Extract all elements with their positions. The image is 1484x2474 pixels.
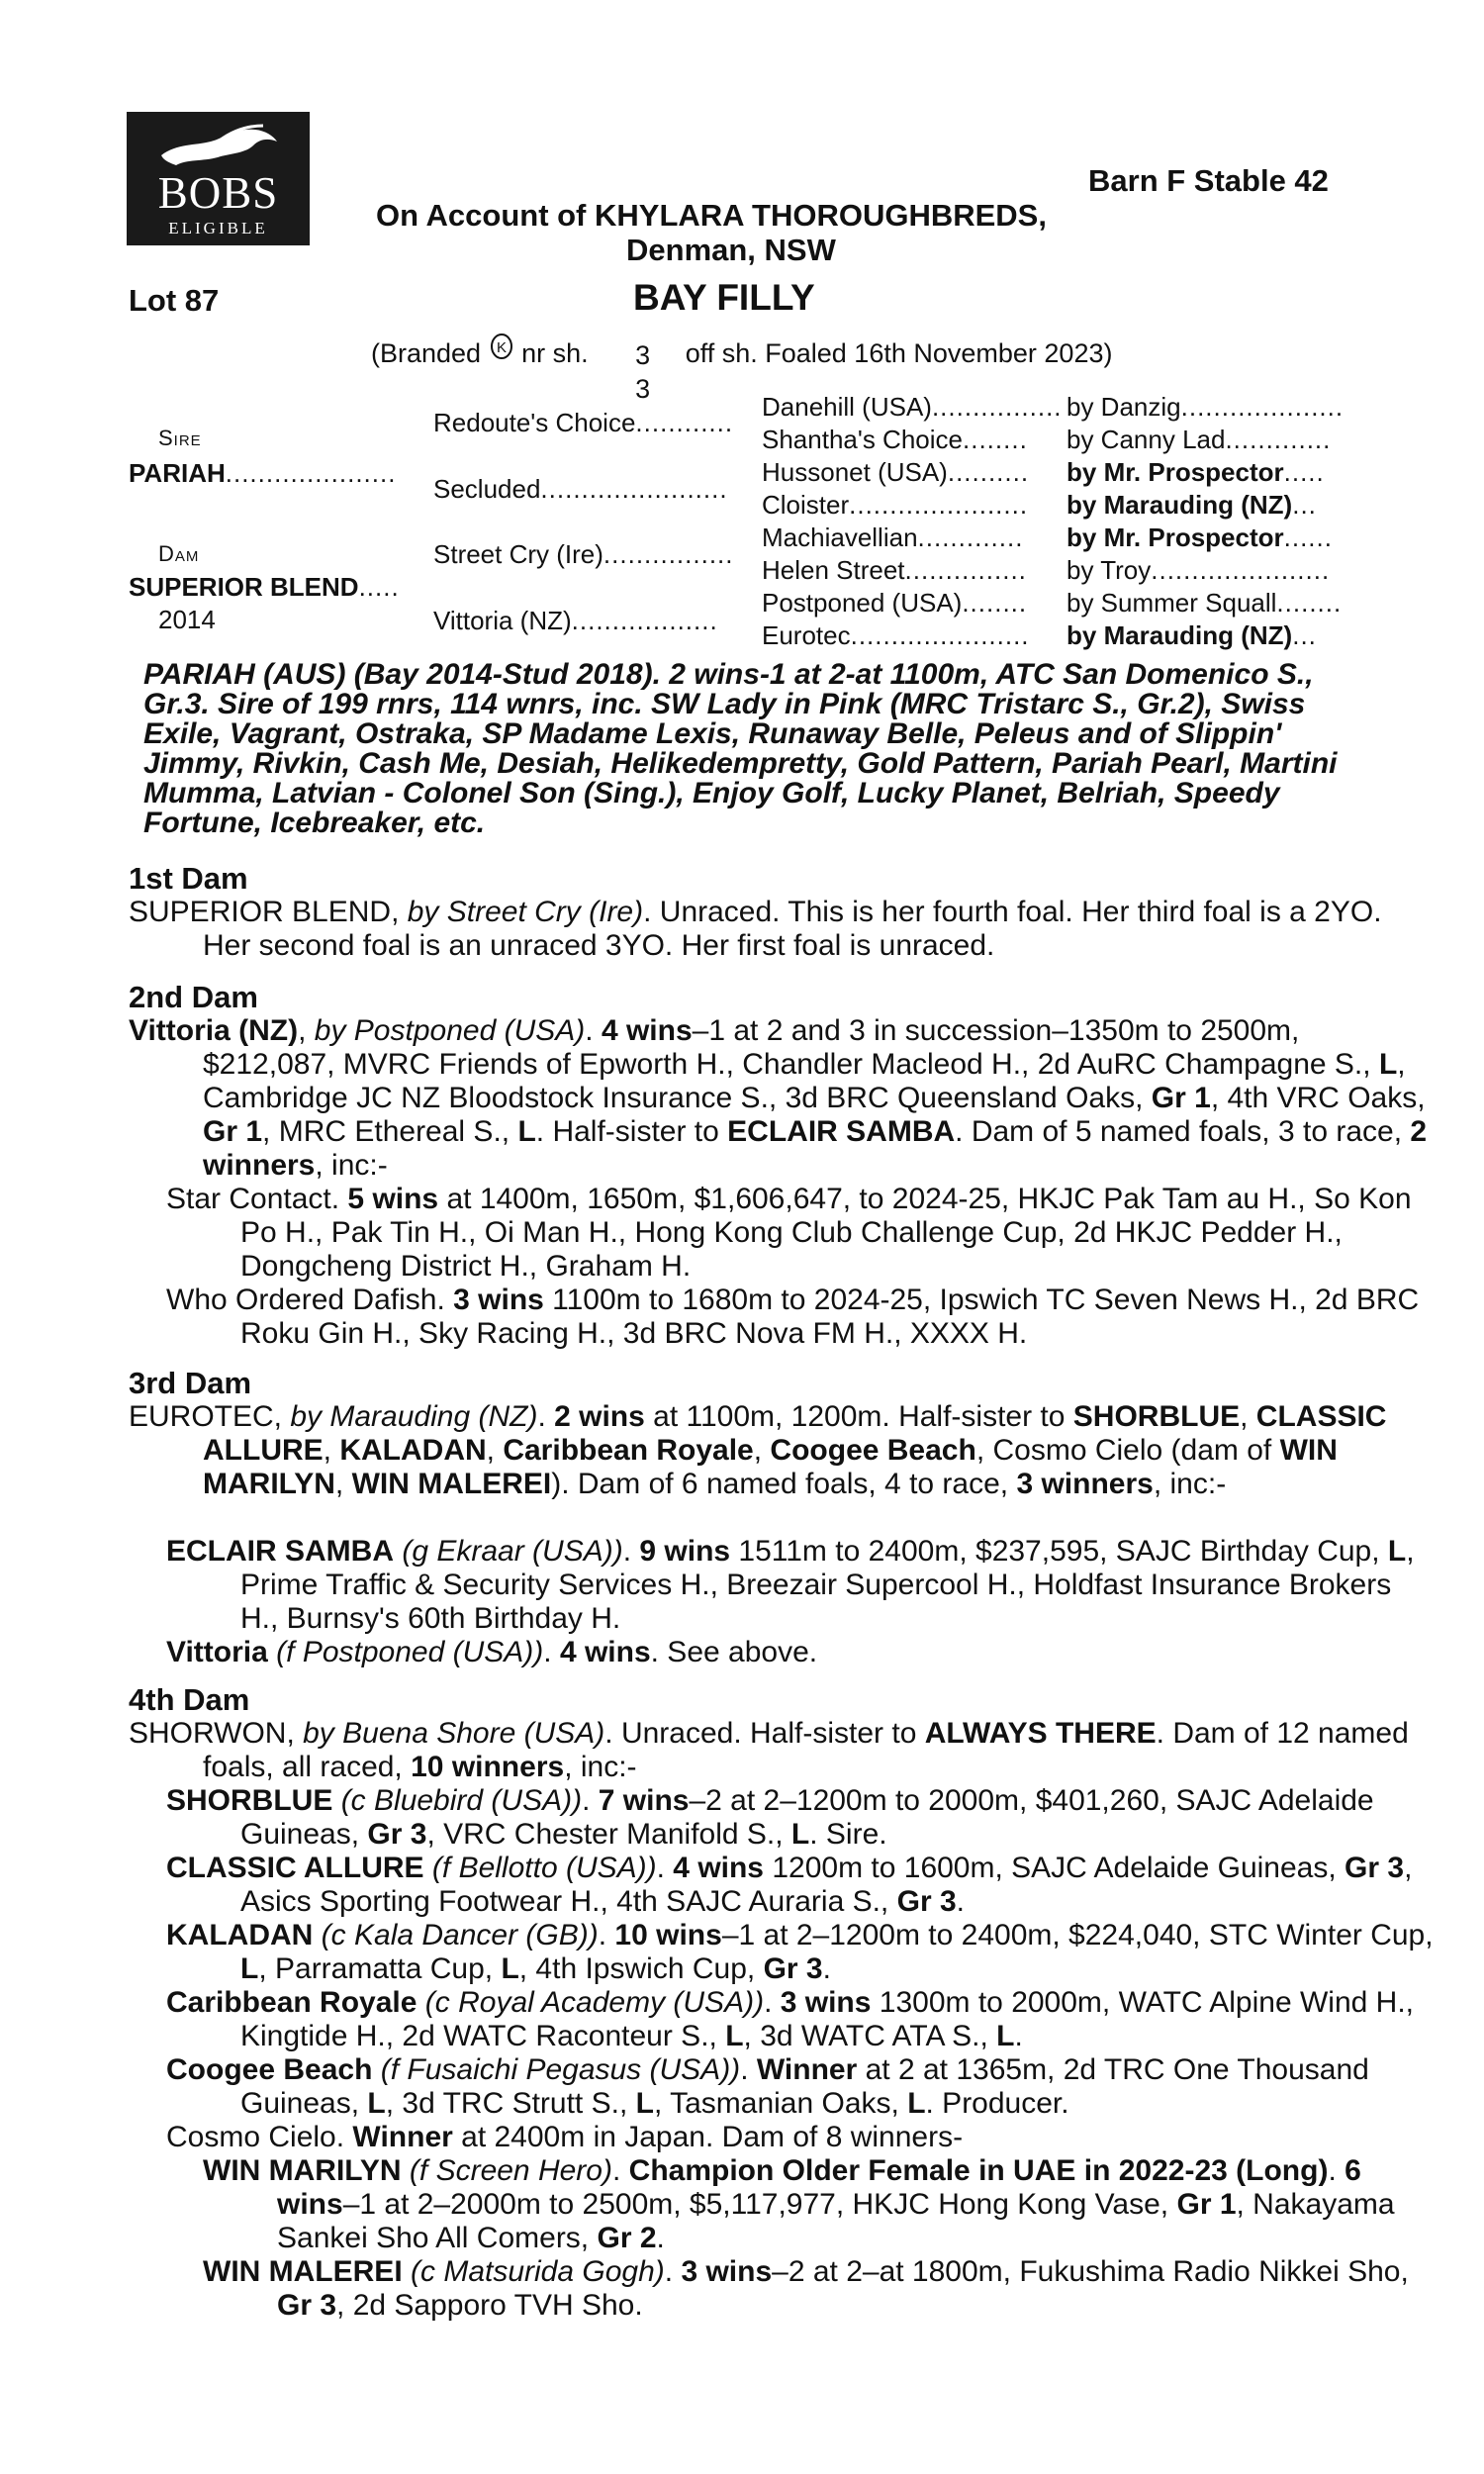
ped-gen4-2: by Canny Lad............. [1067,425,1332,454]
ped-gen3-4: Cloister...................... [762,490,1029,520]
dam-name: SUPERIOR BLEND..... [129,572,400,602]
vendor-account: On Account of KHYLARA THOROUGHBREDS, [376,198,1047,233]
first-dam-heading: 1st Dam [129,861,248,896]
ped-gen4-6: by Troy...................... [1067,555,1331,585]
ped-gen4-8: by Marauding (NZ)... [1067,620,1317,650]
third-dam-text: EUROTEC, by Marauding (NZ). 2 wins at 1100m, 1200m. Half-sister to SHORBLUE, CLASSIC ALLURE, KALADAN, Caribbean Royale, Coogee Beach, Cosmo Cielo (dam of WIN MARILYN, WIN MALEREI). Dam of 6 named foals, 4 to race, 3 winners, inc:- [129,1400,1387,1500]
brand-line [371,333,1113,404]
second-dam-progeny-2: Who Ordered Dafish. 3 wins 1100m to 1680m to 2024-25, Ipswich TC Seven News H., 2d BRC Roku Gin H., Sky Racing H., 3d BRC Nova FM H., XXXX H. [166,1284,1420,1350]
first-dam-text: SUPERIOR BLEND, by Street Cry (Ire). Unraced. This is her fourth foal. Her third foal is a 2YO. Her second foal is an unraced 3YO. Her first foal is unraced. [129,896,1382,962]
ped-gen3-8: Eurotec...................... [762,620,1030,650]
sire-summary: PARIAH (AUS) (Bay 2014-Stud 2018). 2 wins-1 at 2-at 1100m, ATC San Domenico S., Gr.3. Sire of 199 rnrs, 114 wnrs, inc. SW Lady in Pink (MRC Tristarc S., Gr.2), Swiss Exile, Vagrant, Ostraka, SP Madame Lexis, Runaway Belle, Peleus and of Slippin' Jimmy, Rivkin, Cash Me, Desiah, Helikedempretty, Gold Pattern, Pariah Pearl, Martini Mumma, Latvian - Colonel Son (Sing.), Enjoy Golf, Lucky Planet, Belriah, Speedy Fortune, Icebreaker, etc. [143,658,1338,839]
bobs-eligible-logo [127,112,310,245]
ped-gen3-2: Shantha's Choice........ [762,425,1028,454]
ped-gen3-1: Danehill (USA)................ [762,392,1063,422]
brand-num-top: 3 [635,340,651,370]
ped-gen2-3: Street Cry (Ire)................ [433,539,734,569]
fourth-dam-grandprogeny-2: WIN MALEREI (c Matsurida Gogh). 3 wins–2 at 2–at 1800m, Fukushima Radio Nikkei Sho, Gr 3, 2d Sapporo TVH Sho. [203,2255,1409,2322]
ped-gen3-3: Hussonet (USA).......... [762,457,1030,487]
brand-post: off sh. Foaled 16th November 2023) [685,338,1113,368]
dam-year: 2014 [158,605,216,634]
vendor-location: Denman, NSW [626,233,836,267]
lot-number: Lot 87 [129,283,220,318]
dam-label: Dam [158,541,200,566]
ped-gen4-3: by Mr. Prospector..... [1067,457,1325,487]
ped-gen4-4: by Marauding (NZ)... [1067,490,1317,520]
ped-gen4-5: by Mr. Prospector...... [1067,523,1333,552]
lot-title: BAY FILLY [633,277,815,318]
second-dam-heading: 2nd Dam [129,980,258,1014]
third-dam-progeny-2: Vittoria (f Postponed (USA)). 4 wins. See above. [166,1636,818,1668]
ped-gen3-5: Machiavellian............. [762,523,1024,552]
brand-pre: (Branded [371,338,482,368]
logo-eligible: ELIGIBLE [168,219,268,238]
third-dam-heading: 3rd Dam [129,1366,252,1400]
fourth-dam-progeny-2: CLASSIC ALLURE (f Bellotto (USA)). 4 wins 1200m to 1600m, SAJC Adelaide Guineas, Gr 3, Asics Sporting Footwear H., 4th SAJC Auraria S., Gr 3. [166,1852,1413,1918]
fourth-dam-progeny-4: Caribbean Royale (c Royal Academy (USA)). 3 wins 1300m to 2000m, WATC Alpine Wind H., Kingtide H., 2d WATC Raconteur S., L, 3d WATC ATA S., L. [166,1986,1414,2052]
fourth-dam-progeny-1: SHORBLUE (c Bluebird (USA)). 7 wins–2 at 2–1200m to 2000m, $401,260, SAJC Adelaide Guineas, Gr 3, VRC Chester Manifold S., L. Sire. [166,1784,1374,1851]
ped-gen3-6: Helen Street............... [762,555,1027,585]
third-dam-progeny-1: ECLAIR SAMBA (g Ekraar (USA)). 9 wins 1511m to 2400m, $237,595, SAJC Birthday Cup, L, Prime Traffic & Security Services H., Breezair Supercool H., Holdfast Insurance Brokers H., Burnsy's 60th Birthday H. [166,1535,1415,1635]
sire-label: Sire [158,426,202,450]
fourth-dam-grandprogeny-1: WIN MARILYN (f Screen Hero). Champion Older Female in UAE in 2022-23 (Long). 6 wins–1 at 2–2000m to 2500m, $5,117,977, HKJC Hong Kong Vase, Gr 1, Nakayama Sankei Sho All Comers, Gr 2. [203,2154,1395,2254]
ped-gen4-7: by Summer Squall........ [1067,588,1343,618]
sire-name: PARIAH..................... [129,458,397,488]
fourth-dam-progeny-3: KALADAN (c Kala Dancer (GB)). 10 wins–1 at 2–1200m to 2400m, $224,040, STC Winter Cup, L, Parramatta Cup, L, 4th Ipswich Cup, Gr 3. [166,1919,1434,1985]
barn-stable: Barn F Stable 42 [1088,163,1329,198]
logo-bobs: BOBS [157,168,279,218]
fourth-dam-heading: 4th Dam [129,1682,250,1717]
fourth-dam-progeny-5: Coogee Beach (f Fusaichi Pegasus (USA)). Winner at 2 at 1365m, 2d TRC One Thousand Guineas, L, 3d TRC Strutt S., L, Tasmanian Oaks, L. Producer. [166,2053,1369,2120]
fourth-dam-text: SHORWON, by Buena Shore (USA). Unraced. Half-sister to ALWAYS THERE. Dam of 12 named foals, all raced, 10 winners, inc:- [129,1717,1409,1783]
ped-gen2-2: Secluded....................... [433,474,728,504]
second-dam-text: Vittoria (NZ), by Postponed (USA). 4 wins–1 at 2 and 3 in succession–1350m to 2500m, $212,087, MVRC Friends of Epworth H., Chandler Macleod H., 2d AuRC Champagne S., L, Cambridge JC NZ Bloodstock Insurance S., 3d BRC Queensland Oaks, Gr 1, 4th VRC Oaks, Gr 1, MRC Ethereal S., L. Half-sister to ECLAIR SAMBA. Dam of 5 named foals, 3 to race, 2 winners, inc:- [129,1014,1428,1182]
ped-gen3-7: Postponed (USA)........ [762,588,1028,618]
fourth-dam-progeny-6: Cosmo Cielo. Winner at 2400m in Japan. Dam of 8 winners- [166,2121,964,2153]
brand-mark-icon [489,333,514,364]
ped-gen2-4: Vittoria (NZ).................. [433,606,718,635]
second-dam-progeny-1: Star Contact. 5 wins at 1400m, 1650m, $1,606,647, to 2024-25, HKJC Pak Tam au H., So Kon Po H., Pak Tin H., Oi Man H., Hong Kong Club Challenge Cup, 2d HKJC Pedder H., Dongcheng District H., Graham H. [166,1183,1412,1283]
horse-icon [156,124,280,168]
brand-mid: nr sh. [521,338,589,368]
brand-num-bottom: 3 [635,374,651,404]
ped-gen2-1: Redoute's Choice............ [433,408,734,437]
svg-text:K: K [496,339,507,356]
ped-gen4-1: by Danzig.................... [1067,392,1345,422]
